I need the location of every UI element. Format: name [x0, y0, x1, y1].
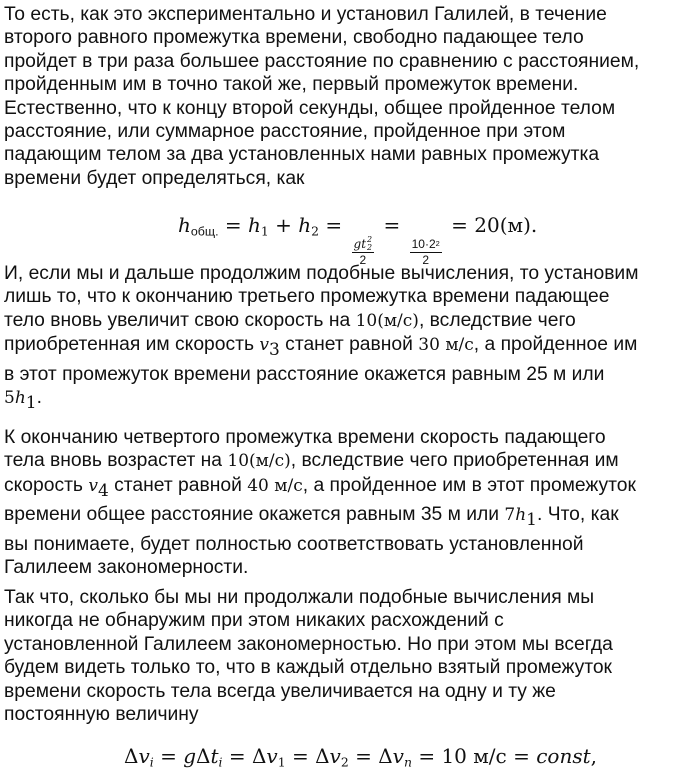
text-segment: скорость	[4, 474, 89, 496]
text-line	[4, 50, 699, 73]
formula-subscript: n	[403, 754, 412, 770]
text-segment: установленной Галилеем закономерностью. Но при этом мы всегда	[4, 633, 613, 655]
fraction-numerator	[410, 236, 442, 253]
text-line	[4, 309, 699, 333]
formula-subscript: 1	[277, 754, 286, 770]
text-segment: И, если мы и дальше продолжим подобные вычисления, то установим	[4, 263, 639, 284]
formula-operator: =	[153, 744, 184, 768]
formula-subscript: i	[149, 754, 154, 770]
inline-math: 5	[4, 388, 15, 409]
text-segment: постоянную величину	[4, 704, 199, 726]
formula-velocity-increment	[124, 744, 597, 770]
text-line	[4, 556, 699, 579]
text-segment: , вследствие чего приобретенная им	[290, 450, 619, 472]
formula-result: 20(м).	[474, 213, 538, 237]
text-line	[4, 586, 699, 609]
paragraph-1	[4, 3, 699, 190]
paragraph-4	[4, 586, 699, 726]
text-line	[4, 143, 699, 166]
numerator-script-stack	[367, 236, 372, 252]
text-segment: времени общее расстояние окажется равным 35 м или	[4, 504, 505, 526]
formula-subscript: 2	[311, 223, 320, 239]
text-line	[4, 426, 699, 449]
text-segment: , а пройденное им в этот промежуток	[302, 474, 636, 496]
text-line	[4, 285, 699, 308]
text-line	[4, 474, 699, 504]
numerator-sup: 2	[435, 239, 440, 248]
text-segment: приобретенная им скорость	[4, 334, 260, 356]
formula-operator: =	[377, 213, 407, 237]
formula-operator: +	[268, 213, 299, 237]
formula-subscript: 2	[340, 754, 349, 770]
text-segment: пройденным им в точно такой же, первый промежуток времени.	[4, 74, 579, 96]
inline-math: 40 м/с	[247, 475, 303, 496]
text-line	[4, 656, 699, 679]
formula-subscript: общ.	[190, 224, 219, 239]
text-segment: , вследствие чего	[418, 309, 576, 331]
formula-subscript: i	[218, 754, 223, 770]
text-segment: вы понимаете, будет полностью соответствовать установленной	[4, 533, 584, 555]
text-line	[4, 167, 699, 190]
inline-math: 30 м/с	[418, 335, 474, 356]
text-segment: пройдет в три раза большее расстояние по сравнению с расстоянием,	[4, 50, 640, 72]
numerator-text: gt	[353, 237, 367, 251]
numerator-text: 10·2	[411, 237, 436, 251]
formula-operator: =	[218, 213, 248, 237]
text-line	[4, 73, 699, 96]
inline-math: 10(м/с)	[227, 451, 291, 472]
inline-math: 10(м/с)	[355, 310, 419, 331]
formula-operator: =	[319, 213, 349, 237]
paragraph-3	[4, 426, 699, 580]
text-line	[4, 97, 699, 120]
text-line	[4, 262, 699, 285]
text-line	[4, 363, 699, 386]
formula-operator: = Δ	[348, 744, 393, 768]
inline-math-variable: v	[259, 335, 269, 356]
text-segment: никогда не обнаружим при этом никаких расхождений с	[4, 610, 504, 632]
formula-operator: =	[444, 213, 475, 237]
formula-symbol: v	[329, 744, 341, 768]
formula-const: const	[536, 744, 591, 768]
formula-symbol: Δ	[196, 744, 211, 768]
inline-math-variable: v	[88, 475, 98, 496]
inline-math-variable: h	[515, 505, 527, 526]
text-line	[4, 26, 699, 49]
text-segment: времени будет определяться, как	[4, 167, 305, 189]
text-line	[4, 449, 699, 473]
text-segment: . Что, как	[537, 504, 619, 526]
formula-symbol: v	[392, 744, 404, 768]
formula-punctuation: ,	[590, 744, 598, 768]
text-segment: станет равной	[279, 334, 419, 356]
inline-math-subscript: 1	[526, 510, 537, 531]
formula-symbol: h	[298, 213, 312, 237]
text-line	[4, 533, 699, 556]
text-line	[4, 333, 699, 363]
numerator-sub: 2	[367, 243, 373, 252]
formula-symbol: g	[183, 744, 197, 768]
text-segment: станет равной	[108, 474, 248, 496]
formula-symbol: v	[266, 744, 278, 768]
formula-operator: = Δ	[222, 744, 267, 768]
text-segment: .	[36, 387, 42, 409]
fraction-denominator: 2	[359, 253, 367, 267]
text-line	[4, 3, 699, 26]
text-segment: в этот промежуток времени расстояние окажется равным 25 м или	[4, 363, 605, 385]
inline-math-subscript: 3	[269, 340, 280, 361]
text-segment: времени скорость тела всегда увеличивается на одну и ту же	[4, 680, 556, 702]
formula-symbol: v	[138, 744, 150, 768]
text-line	[4, 120, 699, 143]
text-segment: лишь то, что к окончанию третьего промежутка времени падающее	[4, 286, 610, 308]
text-segment: , а пройденное им	[473, 334, 638, 356]
formula-subscript: 1	[260, 223, 269, 239]
text-segment: падающим телом за два установленных нами равных промежутка	[4, 144, 600, 166]
text-segment: второго равного промежутка времени, свободно падающее тело	[4, 27, 584, 49]
formula-operator: = Δ	[285, 744, 330, 768]
text-segment: тело вновь увеличит свою скорость на	[4, 309, 356, 331]
fraction-denominator: 2	[422, 253, 430, 267]
text-segment: К окончанию четвертого промежутка времени скорость падающего	[4, 427, 606, 448]
fraction-numerator	[352, 236, 375, 253]
text-line	[4, 633, 699, 656]
text-segment: Естественно, что к концу второй секунды, общее пройденное телом	[4, 97, 616, 119]
inline-math-subscript: 1	[25, 393, 37, 414]
formula-symbol: t	[210, 744, 219, 768]
formula-total-distance	[178, 213, 537, 267]
text-line	[4, 503, 699, 533]
text-segment: Так что, сколько бы мы ни продолжали подобные вычисления мы	[4, 587, 595, 608]
formula-operator: = 10 м/с =	[411, 744, 537, 768]
formula-symbol: Δ	[124, 744, 139, 768]
text-line	[4, 680, 699, 703]
text-segment: будем видеть только то, что в каждый отдельно взятый промежуток	[4, 657, 612, 679]
text-line	[4, 609, 699, 632]
text-segment: То есть, как это экспериментально и установил Галилей, в течение	[4, 4, 607, 25]
text-line	[4, 703, 699, 726]
formula-symbol: h	[178, 213, 191, 237]
inline-math-subscript: 4	[97, 480, 109, 501]
formula-symbol: h	[248, 213, 261, 237]
paragraph-2	[4, 262, 699, 416]
text-segment: тела вновь возрастет на	[4, 450, 228, 472]
numerator-sup: 2	[367, 235, 373, 244]
text-segment: Галилеем закономерности.	[4, 557, 249, 579]
inline-math: 7	[504, 505, 516, 526]
inline-math-variable: h	[14, 388, 26, 409]
text-segment: расстояние, или суммарное расстояние, пройденное при этом	[4, 121, 566, 143]
text-line	[4, 386, 699, 416]
